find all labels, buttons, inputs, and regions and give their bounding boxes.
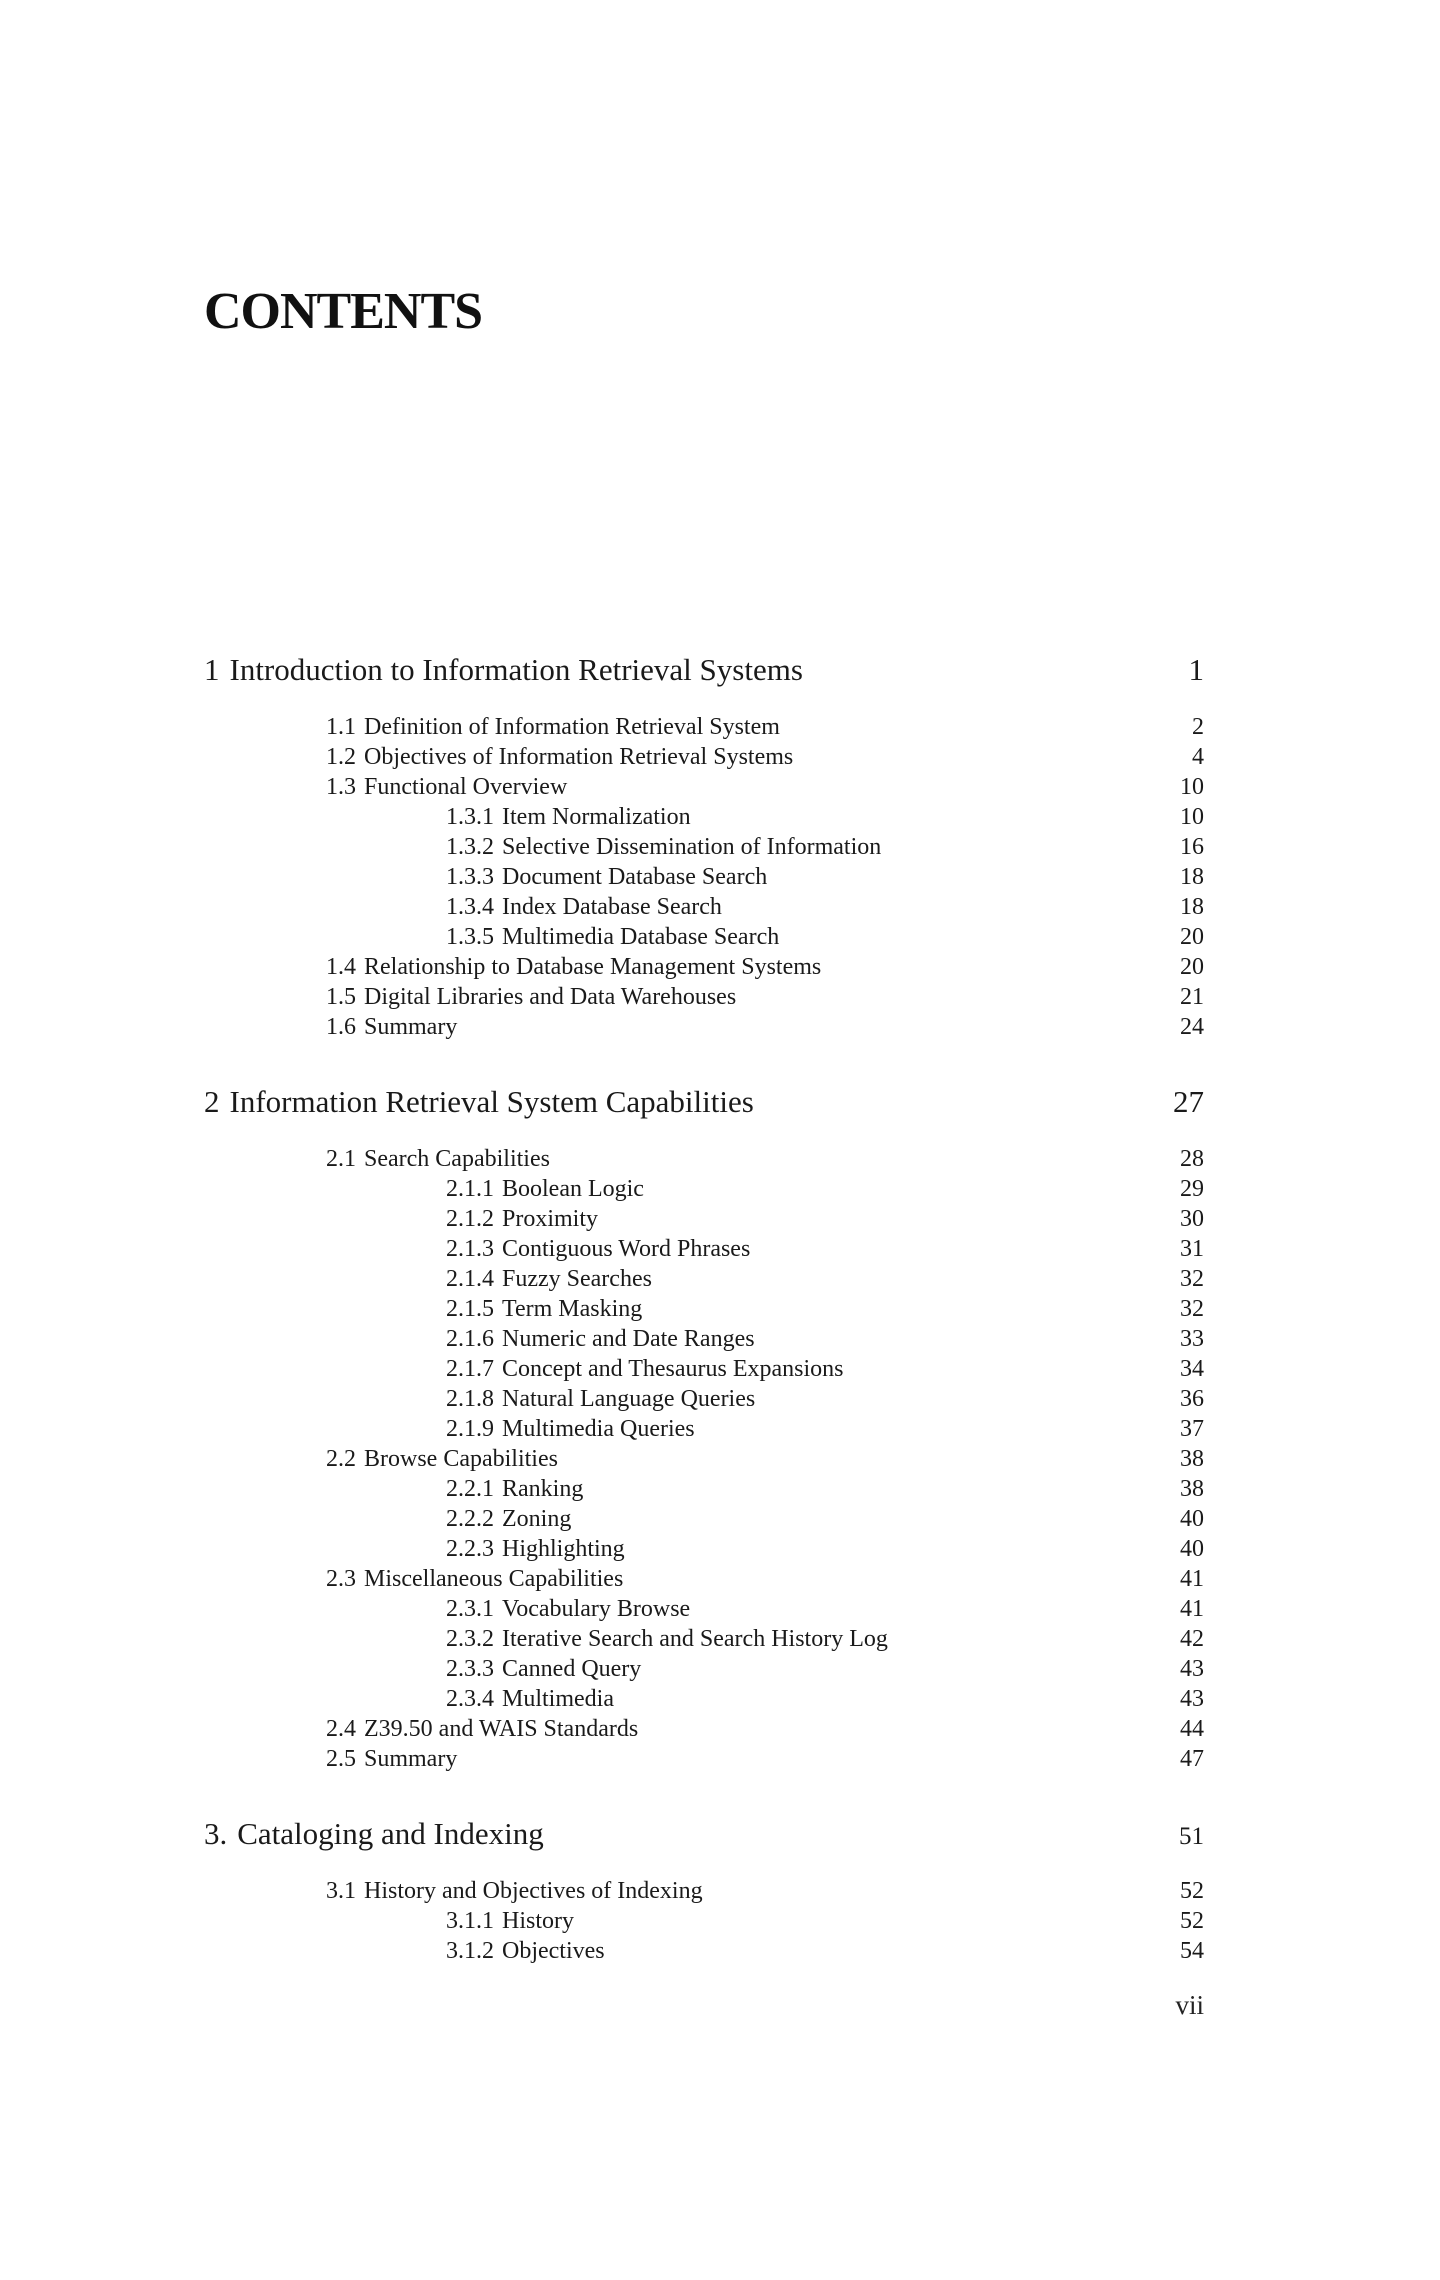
entry-title: Highlighting [502,1536,625,1562]
toc-entry [204,1876,1204,1906]
entry-title: Iterative Search and Search History Log [502,1626,888,1652]
entry-page: 18 [1180,864,1204,890]
toc-entry [204,1714,1204,1744]
entry-page: 18 [1180,894,1204,920]
toc-entry [204,772,1204,802]
entry-page: 40 [1180,1536,1204,1562]
entry-number: 2.1.1 [446,1176,494,1202]
toc-entry [204,1384,1204,1414]
toc-entry [204,1504,1204,1534]
entry-page: 16 [1180,834,1204,860]
entry-page: 38 [1180,1476,1204,1502]
entry-page: 43 [1180,1656,1204,1682]
entry-number: 2.2.3 [446,1536,494,1562]
entry-title: Objectives of Information Retrieval Systems [364,744,794,770]
entry-page: 20 [1180,954,1204,980]
entry-number: 1.6 [326,1014,356,1040]
entry-title: Zoning [502,1506,572,1532]
entry-number: 2.1.2 [446,1206,494,1232]
entry-title: Multimedia Database Search [502,924,780,950]
entry-title: Index Database Search [502,894,722,920]
entry-number: 1.5 [326,984,356,1010]
entry-number: 3.1.2 [446,1938,494,1964]
entry-page: 52 [1180,1908,1204,1934]
toc-entry [204,1534,1204,1564]
entry-title: Summary [364,1746,458,1772]
chapter-number: 3. [204,1816,228,1851]
entry-number: 2.3.4 [446,1686,494,1712]
entry-number: 2.2 [326,1446,356,1472]
page-title: CONTENTS [204,283,483,340]
entry-number: 2.1 [326,1146,356,1172]
entry-page: 21 [1180,984,1204,1010]
entry-page: 24 [1180,1014,1204,1040]
toc-entry [204,1264,1204,1294]
entry-number: 2.1.8 [446,1386,494,1412]
toc-entry [204,1624,1204,1654]
entry-page: 52 [1180,1878,1204,1904]
entry-number: 1.2 [326,744,356,770]
entry-page: 37 [1180,1416,1204,1442]
entry-title: Natural Language Queries [502,1386,756,1412]
entry-title: Term Masking [502,1296,643,1322]
entry-number: 2.1.6 [446,1326,494,1352]
entry-number: 1.3 [326,774,356,800]
chapter-number: 1 [204,652,220,687]
entry-page: 20 [1180,924,1204,950]
entry-title: Summary [364,1014,458,1040]
chapter-page: 27 [1173,1084,1204,1119]
toc-entry [204,1204,1204,1234]
entry-page: 43 [1180,1686,1204,1712]
entry-page: 44 [1180,1716,1204,1742]
entry-number: 1.3.2 [446,834,494,860]
entry-number: 2.1.4 [446,1266,494,1292]
entry-page: 10 [1180,804,1204,830]
entry-title: History [502,1908,574,1934]
toc-entry [204,862,1204,892]
entry-title: Vocabulary Browse [502,1596,691,1622]
entry-page: 4 [1192,744,1204,770]
entry-page: 30 [1180,1206,1204,1232]
entry-number: 2.1.3 [446,1236,494,1262]
chapter-entries [204,1144,1204,1774]
entry-title: Search Capabilities [364,1146,550,1172]
entry-title: Miscellaneous Capabilities [364,1566,624,1592]
entry-title: Boolean Logic [502,1176,644,1202]
entry-page: 32 [1180,1296,1204,1322]
entry-number: 2.1.5 [446,1296,494,1322]
toc-entry [204,1294,1204,1324]
entry-title: Browse Capabilities [364,1446,558,1472]
toc-entry [204,952,1204,982]
entry-number: 2.3 [326,1566,356,1592]
chapter-title: Introduction to Information Retrieval Systems [229,652,803,687]
entry-number: 1.3.1 [446,804,494,830]
entry-number: 1.3.5 [446,924,494,950]
entry-number: 1.4 [326,954,356,980]
entry-number: 2.2.1 [446,1476,494,1502]
entry-page: 42 [1180,1626,1204,1652]
entry-page: 29 [1180,1176,1204,1202]
toc-entry [204,1906,1204,1936]
toc-entry [204,1594,1204,1624]
entry-page: 28 [1180,1146,1204,1172]
entry-page: 41 [1180,1566,1204,1592]
toc-entry [204,1684,1204,1714]
entry-page: 38 [1180,1446,1204,1472]
entry-title: Numeric and Date Ranges [502,1326,755,1352]
entry-number: 1.3.4 [446,894,494,920]
entry-title: Relationship to Database Management Systems [364,954,822,980]
chapter-heading [204,1080,1204,1124]
entry-title: Contiguous Word Phrases [502,1236,751,1262]
toc-entry [204,1324,1204,1354]
chapter-title: Information Retrieval System Capabilities [229,1084,754,1119]
entry-number: 2.2.2 [446,1506,494,1532]
toc-entry [204,1936,1204,1966]
entry-page: 33 [1180,1326,1204,1352]
entry-page: 10 [1180,774,1204,800]
entry-number: 2.5 [326,1746,356,1772]
toc-entry [204,1444,1204,1474]
entry-page: 32 [1180,1266,1204,1292]
entry-title: Definition of Information Retrieval System [364,714,780,740]
entry-title: Z39.50 and WAIS Standards [364,1716,639,1742]
toc-entry [204,1744,1204,1774]
page-folio: vii [1175,1990,1204,2020]
entry-title: Ranking [502,1476,584,1502]
entry-number: 1.1 [326,714,356,740]
toc-entry [204,982,1204,1012]
chapter-heading [204,648,1204,692]
entry-page: 2 [1192,714,1204,740]
entry-number: 1.3.3 [446,864,494,890]
entry-title: History and Objectives of Indexing [364,1878,703,1904]
entry-number: 2.1.7 [446,1356,494,1382]
chapter-page: 51 [1179,1823,1204,1850]
toc-entry [204,1174,1204,1204]
toc-entry [204,1654,1204,1684]
entry-title: Proximity [502,1206,599,1232]
toc-entry [204,832,1204,862]
entry-page: 41 [1180,1596,1204,1622]
entry-page: 47 [1180,1746,1204,1772]
entry-number: 3.1.1 [446,1908,494,1934]
entry-number: 2.3.1 [446,1596,494,1622]
chapter-page: 1 [1188,652,1204,687]
entry-page: 40 [1180,1506,1204,1532]
entry-title: Document Database Search [502,864,768,890]
entry-title: Selective Dissemination of Information [502,834,882,860]
toc-entry [204,1474,1204,1504]
entry-number: 3.1 [326,1878,356,1904]
chapter-entries [204,1876,1204,1966]
entry-page: 36 [1180,1386,1204,1412]
entry-page: 54 [1180,1938,1204,1964]
chapter-entries [204,712,1204,1042]
entry-title: Functional Overview [364,774,568,800]
toc-entry [204,1234,1204,1264]
entry-number: 2.4 [326,1716,356,1742]
chapter-title: Cataloging and Indexing [237,1816,544,1851]
entry-title: Fuzzy Searches [502,1266,652,1292]
entry-title: Objectives [502,1938,605,1964]
toc-entry [204,712,1204,742]
entry-title: Digital Libraries and Data Warehouses [364,984,737,1010]
entry-title: Multimedia [502,1686,614,1712]
entry-number: 2.1.9 [446,1416,494,1442]
toc-entry [204,1354,1204,1384]
toc-entry [204,892,1204,922]
toc-entry [204,1144,1204,1174]
entry-page: 31 [1180,1236,1204,1262]
entry-number: 2.3.2 [446,1626,494,1652]
toc-entry [204,802,1204,832]
toc-entry [204,1414,1204,1444]
entry-page: 34 [1180,1356,1204,1382]
entry-title: Canned Query [502,1656,642,1682]
toc-entry [204,922,1204,952]
toc-entry [204,1564,1204,1594]
entry-title: Concept and Thesaurus Expansions [502,1356,844,1382]
chapter-number: 2 [204,1084,220,1119]
entry-number: 2.3.3 [446,1656,494,1682]
entry-title: Multimedia Queries [502,1416,695,1442]
table-of-contents [204,648,1204,2004]
toc-entry [204,1012,1204,1042]
entry-title: Item Normalization [502,804,691,830]
chapter-heading [204,1812,1204,1856]
toc-entry [204,742,1204,772]
